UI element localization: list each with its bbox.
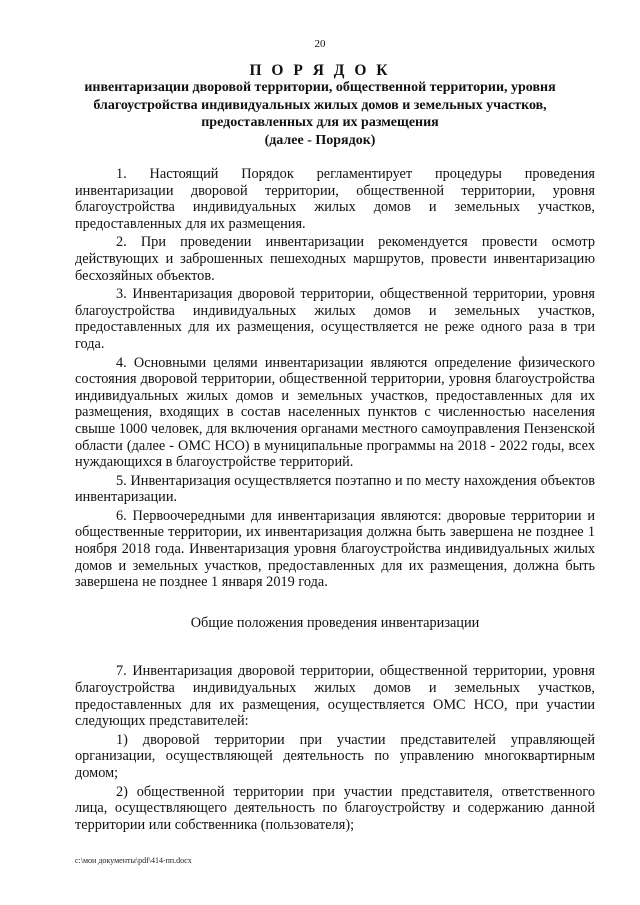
paragraph: 6. Первоочередными для инвентаризация являются: дворовые территории и общественные территории, их инвентаризация должна быть завершена не позднее 1 ноября 2018 года. Инвентаризация уровня благоустройства индивидуальных жилых домов и земельных участков, предоставленных для их размещения, должна быть завершена не позднее 1 января 2019 года. [75,507,595,591]
paragraph: 3. Инвентаризация дворовой территории, общественной территории, уровня благоустройства индивидуальных жилых домов и земельных участков, предоставленных для их размещения, осуществляется не реже одного раза в три года. [75,286,595,352]
document-title: П О Р Я Д О К [249,62,391,79]
page-number: 20 [314,38,326,50]
paragraph: 1. Настоящий Порядок регламентирует процедуры проведения инвентаризации дворовой территории, общественной территории, уровня благоустройства индивидуальных жилых домов и земельных участков, предоставленных для их размещения. [75,166,595,232]
subtitle-line: инвентаризации дворовой территории, общественной территории, уровня [84,80,556,95]
section-heading: Общие положения проведения инвентаризации [190,614,480,631]
paragraph: 2) общественной территории при участии представителя, ответственного лица, осуществляющего деятельность по благоустройству и содержанию данной территории или собственника (пользователя); [75,783,595,833]
document-body [75,166,595,835]
paragraph: 1) дворовой территории при участии представителей управляющей организации, осуществляющей деятельность по управлению многоквартирным домом; [75,731,595,781]
subtitle-line: благоустройства индивидуальных жилых домов и земельных участков, [93,97,547,113]
paragraph: 7. Инвентаризация дворовой территории, общественной территории, уровня благоустройства индивидуальных жилых домов и земельных участков, предоставленных для их размещения, осуществляется ОМС НСО, при участии следующих представителей: [75,663,595,730]
document-subtitle [80,79,560,149]
subtitle-line: предоставленных для их размещения [201,115,439,130]
footer-file-path: c:\мои документы\pdf\414-пп.docx [75,856,192,865]
paragraph: 4. Основными целями инвентаризации являются определение физического состояния дворовой территории, общественной территории, уровня благоустройства индивидуальных жилых домов и земельных участков, предоставленных для их размещения, входящих в состав населенных пунктов с численностью населения свыше 1000 человек, для включения органами местного самоуправления Пензенской области (далее - ОМС НСО) в муниципальные программы на 2018 - 2022 годы, всех нуждающихся в благоустройстве территорий. [75,354,595,471]
subtitle-line: (далее - Порядок) [264,132,376,148]
paragraph: 2. При проведении инвентаризации рекомендуется провести осмотр действующих и заброшенных пешеходных маршрутов, провести инвентаризацию бесхозяйных объектов. [75,234,595,284]
paragraph: 5. Инвентаризация осуществляется поэтапно и по месту нахождения объектов инвентаризации. [75,472,595,506]
